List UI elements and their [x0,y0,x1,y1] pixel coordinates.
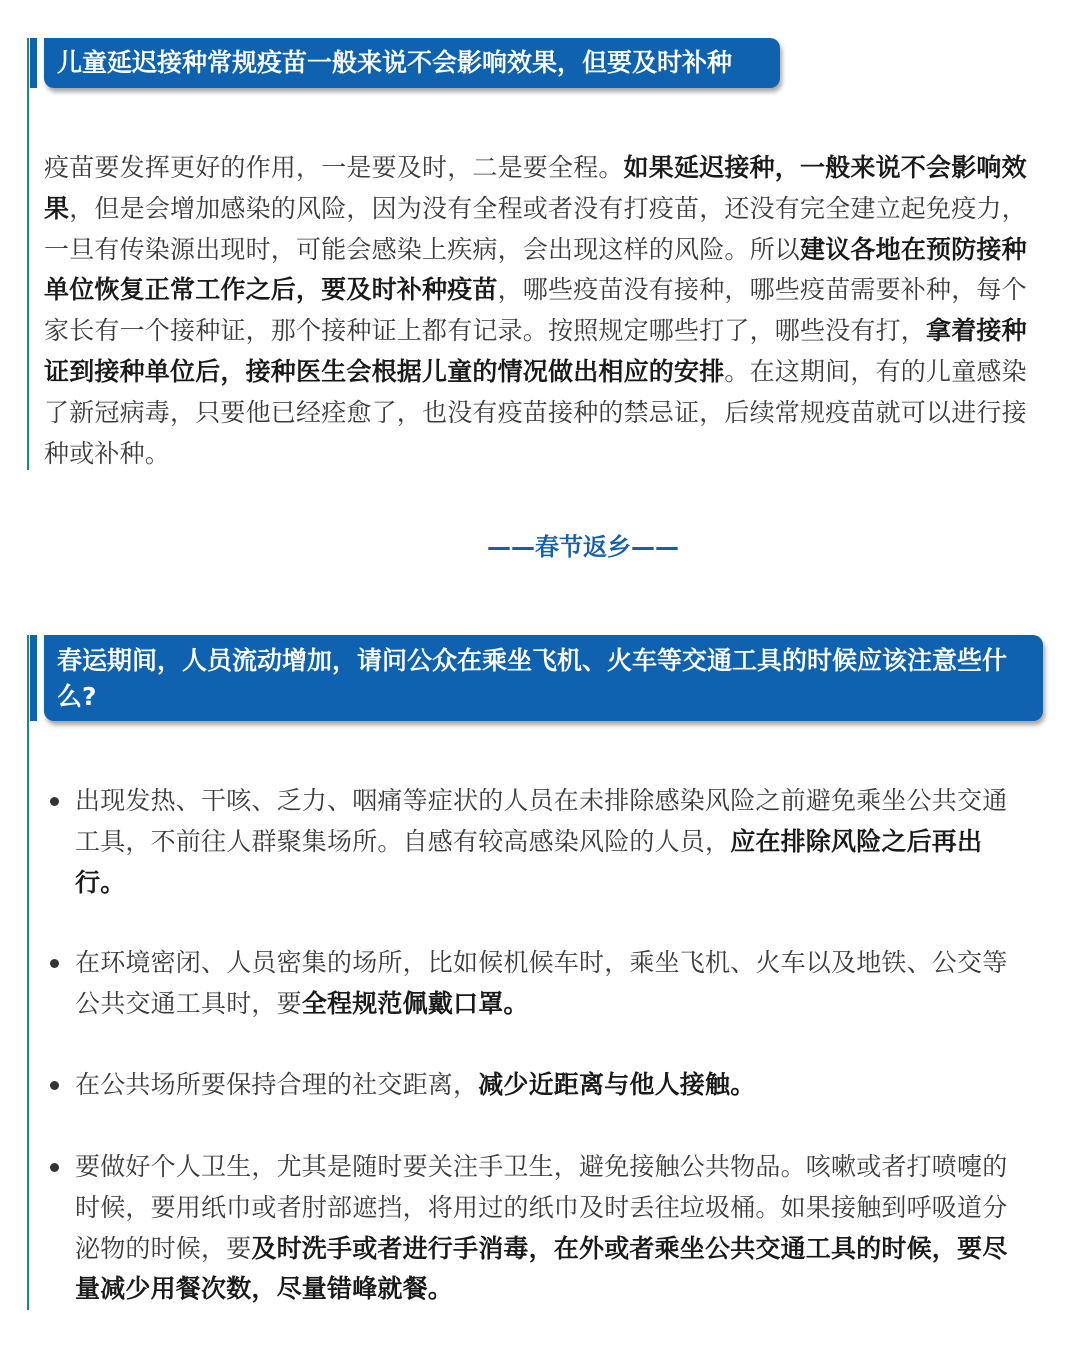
para-segment: 疫苗要发挥更好的作用，一是要及时，二是要全程。 [44,153,624,182]
bullet-dot-icon [50,1081,59,1090]
para-segment: ，但是会增加感染的风险，因为没有全程或者没有打疫苗，还没有完全建立起免疫力，一旦有传染源出现时，可能会感染上疾病，会出现这样的风险。所以 [44,193,1027,264]
section-heading-travel: 春运期间，人员流动增加，请问公众在乘坐飞机、火车等交通工具的时候应该注意些什么? [44,635,1043,721]
para-segment: ，哪些疫苗没有接种，哪些疫苗需要补种，每个家长有一个接种证，那个接种证上都有记录。按照规定哪些打了，哪些没有打， [44,275,1027,346]
bullet-segment: 在环境密闭、人员密集的场所，比如候机候车时，乘坐飞机、火车以及地铁、公交等公共交通工具时，要 [75,948,1008,1018]
bullet-segment-bold: 减少近距离与他人接触。 [478,1070,756,1099]
bullet-dot-icon [50,959,59,968]
bullet-segment-bold: 全程规范佩戴口罩。 [301,988,529,1018]
bullet-segment: 在公共场所要保持合理的社交距离， [75,1070,479,1099]
list-item [75,943,1025,1025]
bullet-segment: 要做好个人卫生，尤其是随时要关注手卫生，避免接触公共物品。咳嗽或者打喷嚏的时候，要用纸巾或者肘部遮挡，将用过的纸巾及时丢往垃圾桶。如果接触到呼吸道分泌物的时候，要 [75,1152,1008,1263]
section-vaccination [27,38,1047,470]
bullet-segment-bold: 应在排除风险之后再出行。 [75,826,983,897]
heading-accent-bar [30,635,37,721]
section-travel [27,635,1047,1310]
vaccination-paragraph [44,148,1029,474]
bullet-segment-bold: 及时洗手或者进行手消毒，在外或者乘坐公共交通工具的时候，要尽量减少用餐次数，尽量错峰就餐。 [75,1233,1008,1304]
para-segment: 。在这期间，有的儿童感染了新冠病毒，只要他已经痊愈了，也没有疫苗接种的禁忌证，后续常规疫苗就可以进行接种或补种。 [44,356,1027,468]
bullet-dot-icon [50,1163,59,1172]
section-rule-line [27,635,29,1310]
list-item [75,1065,1025,1106]
section-heading-vaccination: 儿童延迟接种常规疫苗一般来说不会影响效果，但要及时补种 [44,38,780,88]
section-divider-title: ——春节返乡—— [487,533,679,561]
para-segment-bold: 拿着接种证到接种单位后，接种医生会根据儿童的情况做出相应的安排 [44,316,1027,386]
bullet-dot-icon [50,797,59,806]
list-item [75,1147,1025,1310]
para-segment-bold: 如果延迟接种，一般来说不会影响效果 [44,153,1027,223]
para-segment-bold: 建议各地在预防接种单位恢复正常工作之后，要及时补种疫苗 [44,234,1027,305]
list-item [75,781,1025,903]
heading-accent-bar [30,38,37,88]
section-rule-line [27,38,29,470]
bullet-segment: 出现发热、干咳、乏力、咽痛等症状的人员在未排除感染风险之前避免乘坐公共交通工具，不前往人群聚集场所。自感有较高感染风险的人员， [75,786,1008,856]
